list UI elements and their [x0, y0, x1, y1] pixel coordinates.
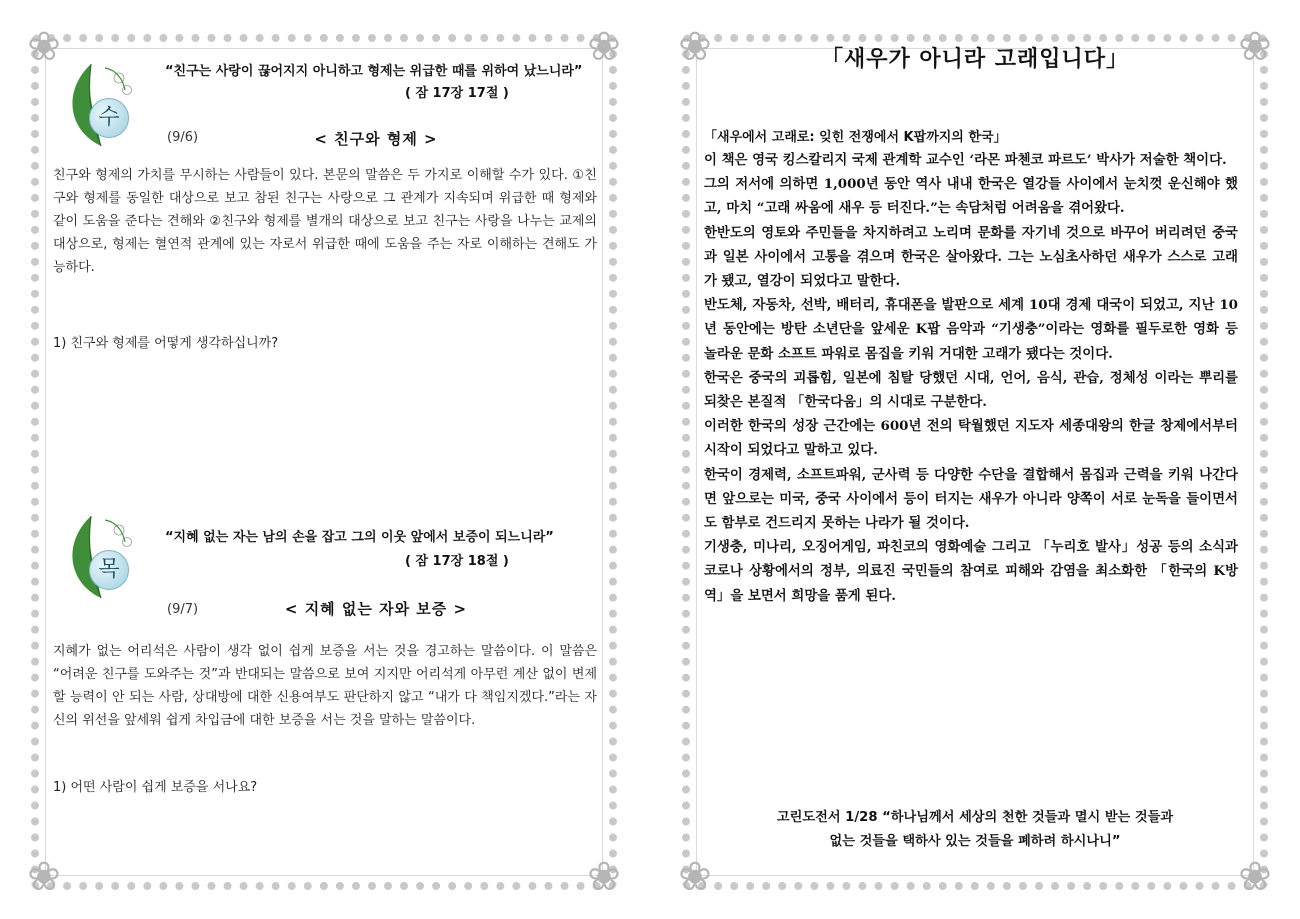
scripture-reference: ( 잠 17장 18절 ) [405, 554, 509, 569]
corner-ornament-icon: ❀ [678, 24, 712, 70]
article-paragraph: 기생충, 미나리, 오징어게임, 파친코의 영화예술 그리고 「누리호 발사」성공 등의 소식과 코로나 상황에서의 정부, 의료진 국민들의 참여로 피해와 감염을 최소화한 「한국의 K방역」을 보면서 희망을 품게 된다. [704, 539, 1238, 604]
day-badge: 수 [89, 98, 129, 138]
corner-ornament-icon: ❀ [587, 24, 621, 70]
scripture-verse: “지혜 없는 자는 남의 손을 잡고 그의 이웃 앞에서 보증이 되느니라” [165, 530, 554, 545]
scripture-verse: “친구는 사랑이 끊어지지 아니하고 형제는 위급한 때를 위하여 났느니라” [165, 64, 583, 79]
corner-ornament-icon: ❀ [1238, 854, 1272, 900]
corner-ornament-icon: ❀ [27, 24, 61, 70]
devotion-date: (9/6) [167, 130, 199, 145]
left-page [27, 24, 621, 900]
quote-line: 없는 것들을 택하사 있는 것들을 폐하려 하시나니” [829, 834, 1121, 849]
book-title: 「새우에서 고래로: 잊힌 전쟁에서 K팝까지의 한국」 [704, 130, 1007, 145]
right-page [678, 24, 1272, 900]
article-body [704, 148, 1238, 608]
article-paragraph: 한반도의 영토와 주민들을 차지하려고 노리며 문화를 자기네 것으로 바꾸어 버리려던 중국과 일본 사이에서 고통을 겪으며 한국은 살아왔다. 그는 노심초사하던 새우가 스스로 고래가 됐고, 열강이 되었다고 말한다. [704, 224, 1238, 290]
devotion-body: 지혜가 없는 어리석은 사람이 생각 없이 쉽게 보증을 서는 것을 경고하는 말씀이다. 이 말씀은 “어려운 친구를 도와주는 것”과 반대되는 말씀으로 보여 지지만 어리석게 아무런 계산 없이 변제할 능력이 안 되는 사람, 상대방에 대한 신용여부도 판단하지 않고 “내가 다 책임지겠다.”라는 자신의 위선을 앞세워 쉽게 차입금에 대한 보증을 서는 것을 말하는 말씀이다. [53, 644, 597, 728]
article-paragraph: 반도체, 자동차, 선박, 배터리, 휴대폰을 발판으로 세계 10대 경제 대국이 되었고, 지난 10년 동안에는 방탄 소년단을 앞세운 K팝 음악과 “기생충”이라는 영화를 필두로한 영화 등 놀라운 문화 소프트 파워로 몸집을 키워 거대한 고래가 됐다는 것이다. [704, 297, 1238, 362]
article-paragraph: 한국이 경제력, 소프트파워, 군사력 등 다양한 수단을 결합해서 몸집과 근력을 키워 나간다면 앞으로는 미국, 중국 사이에서 등이 터지는 새우가 아니라 양쪽이 서로 눈독을 들이면서도 함부로 건드리지 못하는 나라가 될 것이다. [704, 466, 1238, 532]
day-badge: 목 [89, 550, 129, 590]
article-paragraph: 그의 저서에 의하면 1,000년 동안 역사 내내 한국은 열강들 사이에서 눈치껏 운신해야 했고, 마치 “고래 싸움에 새우 등 터진다.”는 속담처럼 어려움을 겪어왔다. [704, 176, 1238, 217]
article-paragraph: 이 책은 영국 킹스칼리지 국제 관계학 교수인 ‘라몬 파첸코 파르도’ 박사가 저술한 책이다. [704, 152, 1227, 168]
reflection-question: 1) 어떤 사람이 쉽게 보증을 서나요? [53, 780, 258, 795]
scripture-reference: ( 잠 17장 17절 ) [405, 86, 509, 101]
day-emblem [61, 60, 141, 150]
devotion-topic: < 친구와 형제 > [314, 130, 438, 148]
article-title: 「새우가 아니라 고래입니다」 [820, 47, 1130, 72]
devotion-date: (9/7) [167, 602, 199, 617]
quote-line: 고린도전서 1/28 “하나님께서 세상의 천한 것들과 멸시 받는 것들과 [776, 810, 1174, 825]
decorative-frame [31, 34, 617, 890]
day-emblem [61, 512, 141, 602]
devotion-body: 친구와 형제의 가치를 무시하는 사람들이 있다. 본문의 말씀은 두 가지로 이해할 수가 있다. ①친구와 형제를 동일한 대상으로 보고 참된 친구는 사랑으로 그 관계가 지속되며 위급한 때 형제와 같이 도움을 준다는 견해와 ②친구와 형제를 별개의 대상으로 보고 친구는 사랑을 나누는 교제의 대상으로, 형제는 혈연적 관계에 있는 자로서 위급한 때에 도움을 주는 자로 이해하는 견해도 가능하다. [53, 168, 597, 275]
devotion-topic: < 지혜 없는 자와 보증 > [284, 600, 468, 618]
article-paragraph: 이러한 한국의 성장 근간에는 600년 전의 탁월했던 지도자 세종대왕의 한글 창제에서부터 시작이 되었다고 말하고 있다. [704, 418, 1238, 459]
corner-ornament-icon: ❀ [27, 854, 61, 900]
article-paragraph: 한국은 중국의 괴롭힘, 일본에 침탈 당했던 시대, 언어, 음식, 관습, 정체성 이라는 뿌리를 되찾은 본질적 「한국다움」의 시대로 구분한다. [704, 369, 1238, 411]
corner-ornament-icon: ❀ [587, 854, 621, 900]
corner-ornament-icon: ❀ [1238, 24, 1272, 70]
corner-ornament-icon: ❀ [678, 854, 712, 900]
reflection-question: 1) 친구와 형제를 어떻게 생각하십니까? [53, 336, 279, 351]
closing-scripture-quote [702, 806, 1248, 854]
